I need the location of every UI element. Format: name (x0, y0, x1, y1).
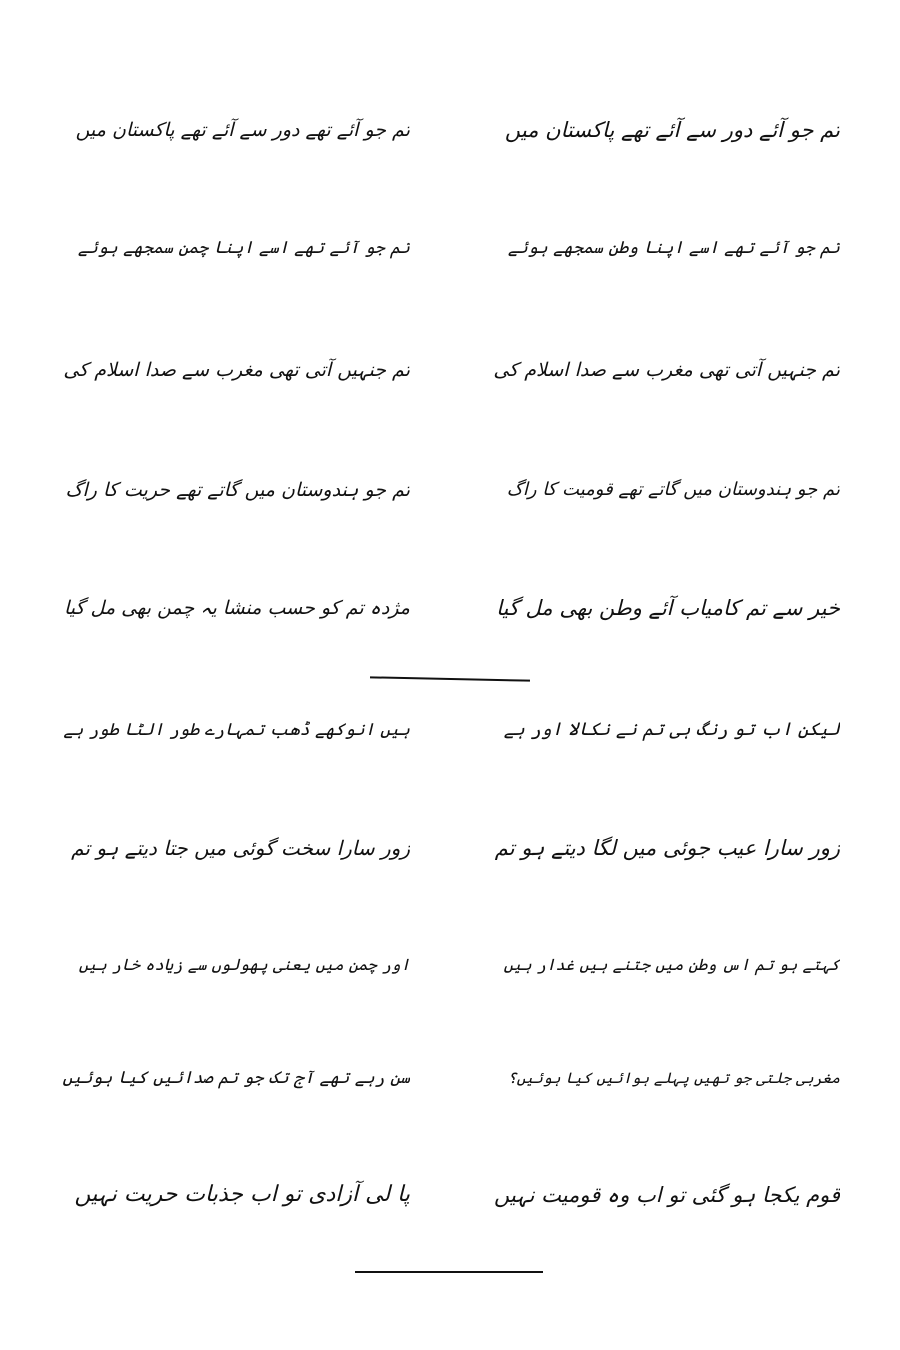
misra-left: اور چمن میں یعنی پھولوں سے زیادہ خار ہیں (78, 955, 410, 974)
misra-left: ہیں انوکھے ڈھب تمہارے طور الٹا طور ہے (63, 720, 410, 740)
misra-right: تم جو آئے دور سے آئے تھے پاکستان میں (504, 118, 840, 142)
misra-left: تم جو آئے تھے دور سے آئے تھے پاکستان میں (75, 119, 410, 141)
misra-left: پا لی آزادی تو اب جذبات حریت نہیں (74, 1182, 410, 1207)
misra-right: لیکن اب تو رنگ ہی تم نے نکالا اور ہے (503, 719, 840, 740)
misra-left: تم جو ہندوستان میں گاتے تھے حریت کا راگ (65, 479, 410, 501)
couplet-4 (60, 460, 840, 520)
couplet-6 (60, 700, 840, 760)
misra-right: زور سارا عیب جوئی میں لگا دیتے ہو تم (494, 836, 840, 860)
couplet-3 (60, 340, 840, 400)
misra-right: تم جنہیں آتی تھی مغرب سے صدا اسلام کی (493, 359, 840, 381)
misra-right: تم جو آئے تھے اسے اپنا وطن سمجھے ہوئے (507, 238, 840, 258)
couplet-2 (60, 218, 840, 278)
misra-right: قوم یکجا ہو گئی تو اب وہ قومیت نہیں (494, 1183, 840, 1207)
misra-left: تم جو آئے تھے اسے اپنا چمن سمجھے ہوئے (77, 238, 410, 258)
misra-left: مژدہ تم کو حسب منشا یہ چمن بھی مل گیا (63, 597, 410, 619)
couplet-7 (60, 818, 840, 878)
couplet-9 (60, 1048, 840, 1108)
misra-right: خیر سے تم کامیاب آئے وطن بھی مل گیا (496, 596, 840, 620)
misra-right: تم جو ہندوستان میں گاتے تھے قومیت کا راگ (506, 479, 840, 500)
misra-left: سن رہے تھے آج تک جو تم صدائیں کیا ہوئیں (62, 1068, 410, 1088)
couplet-8 (60, 935, 840, 995)
couplet-5 (60, 578, 840, 638)
couplet-1 (60, 100, 840, 160)
misra-left: تم جنہیں آتی تھی مغرب سے صدا اسلام کی (63, 359, 410, 381)
end-divider (355, 1271, 543, 1273)
misra-right: کہتے ہو تم اس وطن میں جتنے ہیں غدار ہیں (503, 955, 840, 974)
couplet-10 (60, 1165, 840, 1225)
section-divider (370, 676, 530, 681)
misra-right: مغربی جلتی جو تھیں پہلے ہوائیں کیا ہوئیں؟ (507, 1069, 840, 1087)
misra-left: زور سارا سخت گوئی میں جتا دیتے ہو تم (71, 836, 410, 860)
